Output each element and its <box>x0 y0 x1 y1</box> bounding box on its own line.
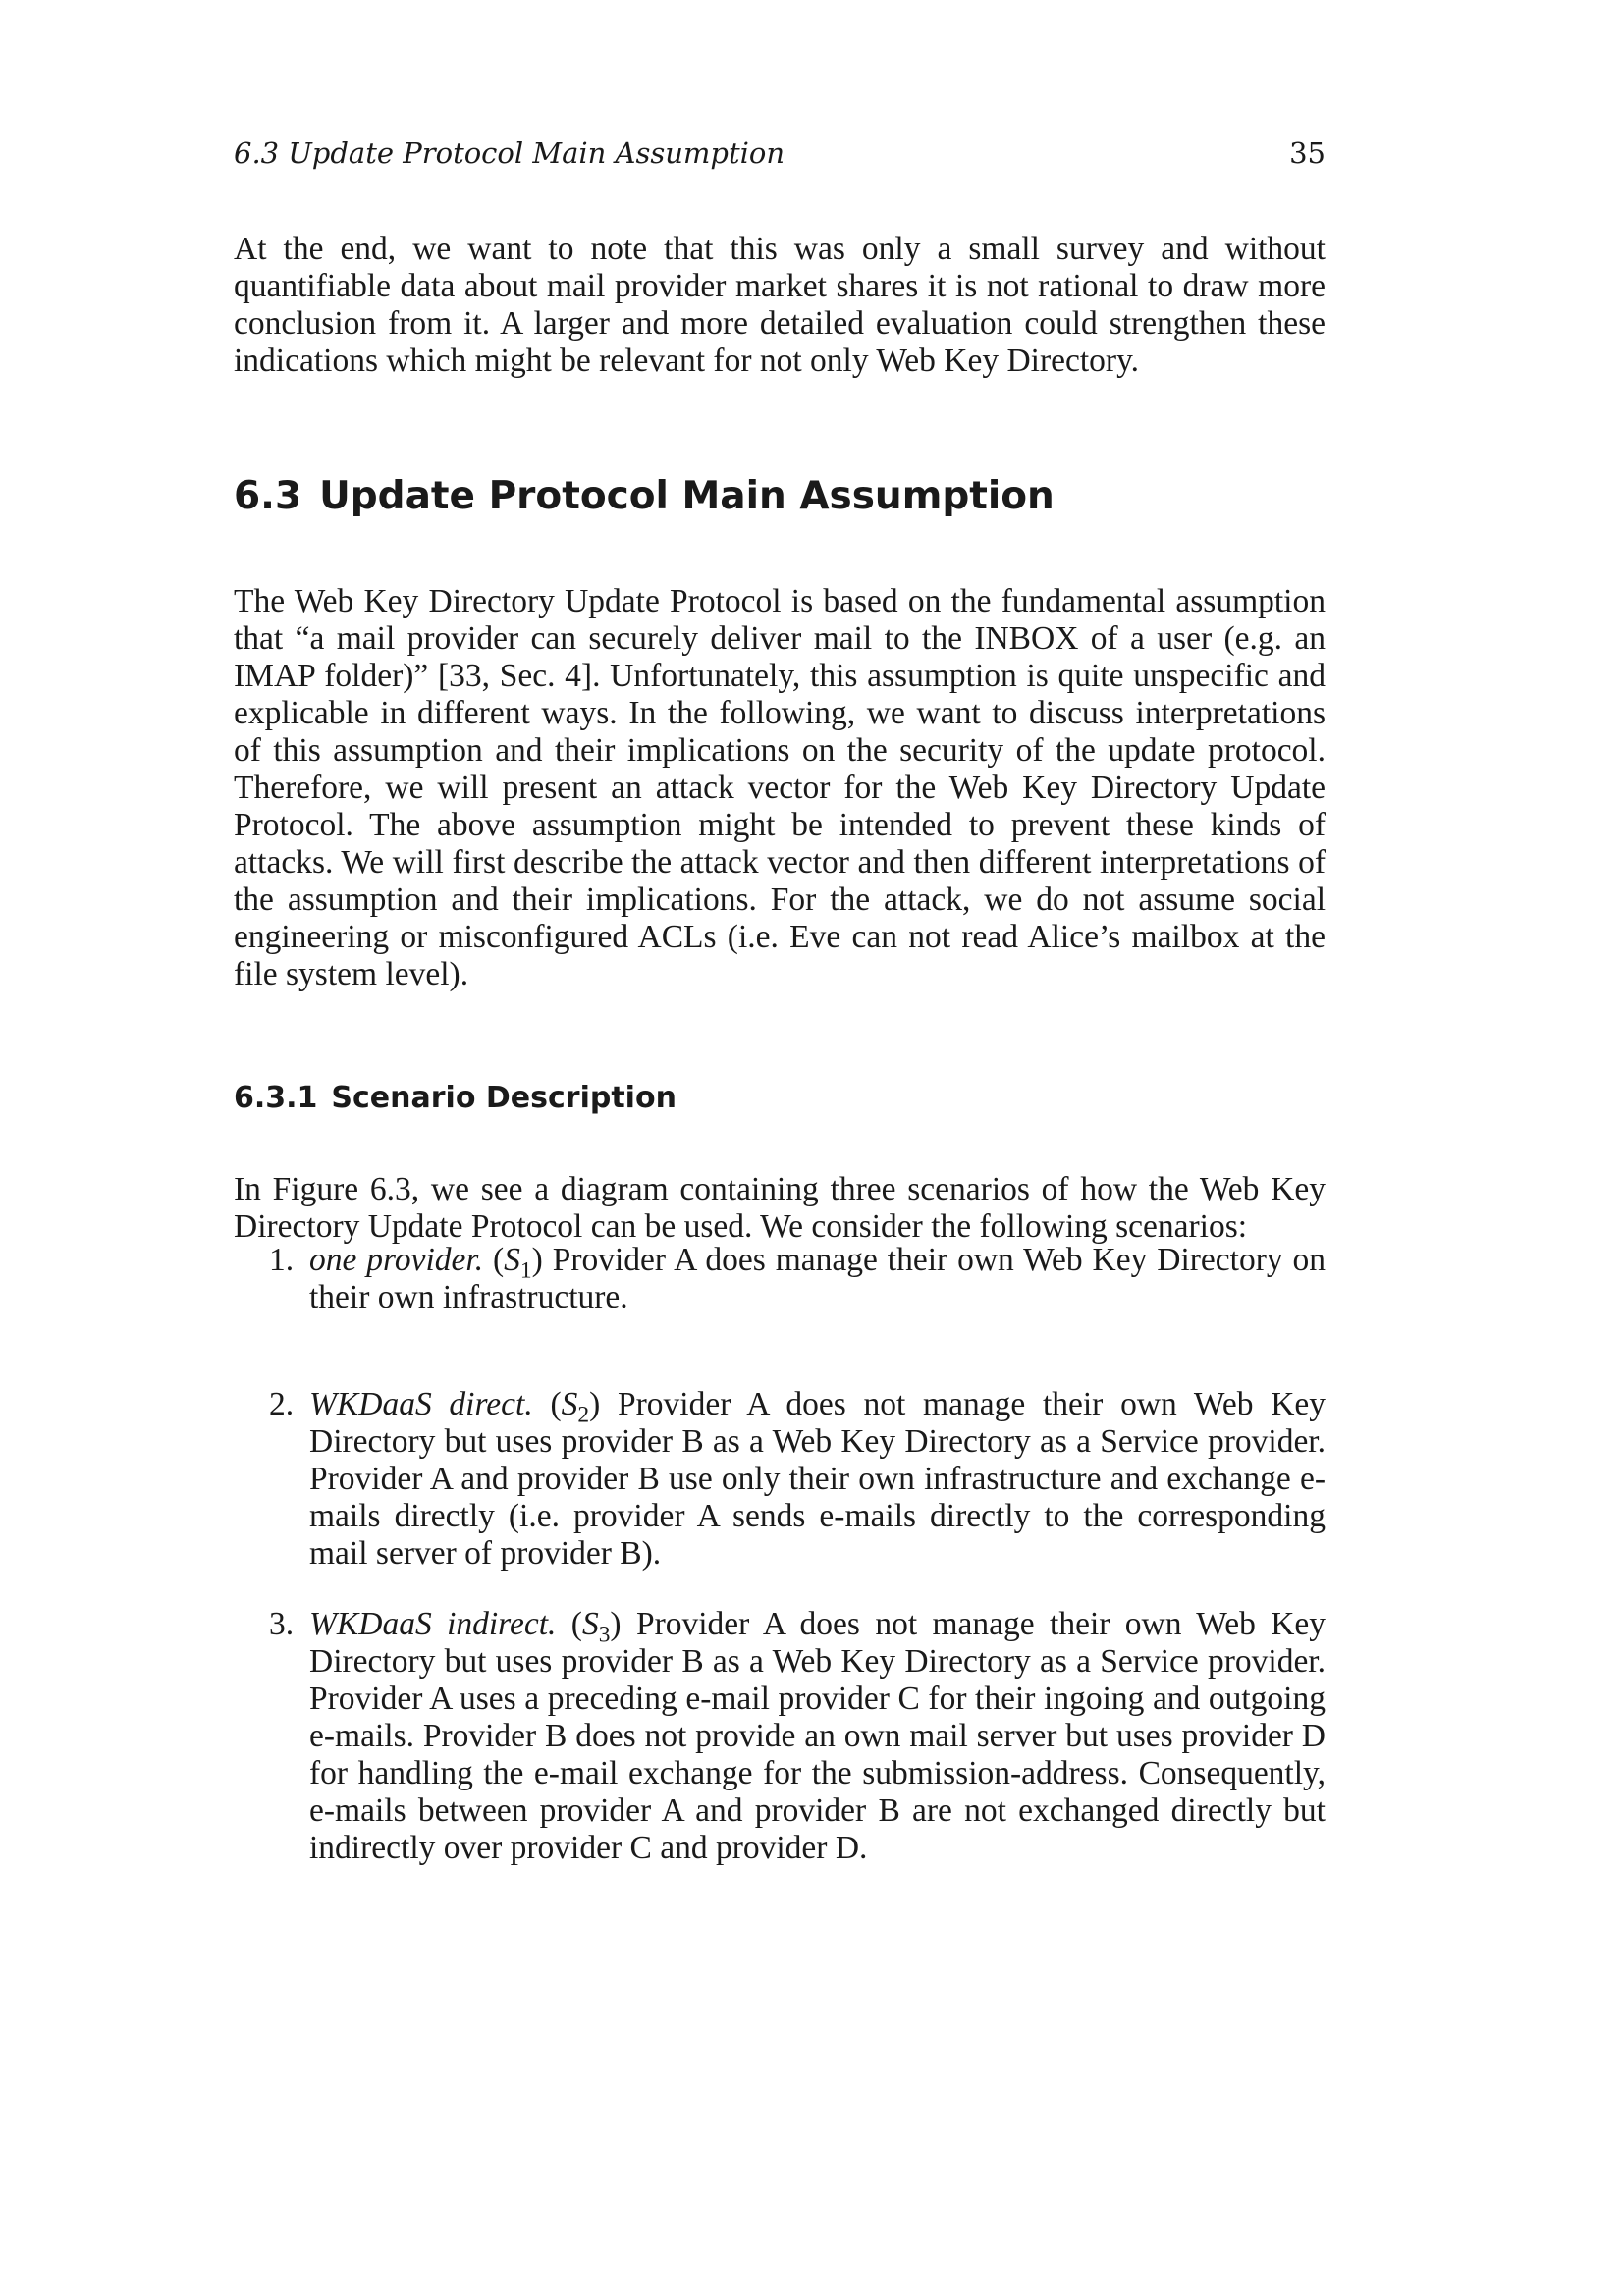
scenario-symbol: $S_3$ <box>581 1606 611 1648</box>
subsection-heading <box>234 1077 677 1120</box>
page-number: 35 <box>1289 136 1326 170</box>
list-item <box>234 1606 1326 1867</box>
list-marker: 2. <box>269 1386 295 1422</box>
list-item <box>234 1242 1326 1316</box>
section-heading <box>234 469 1055 524</box>
running-header <box>234 133 1326 173</box>
scenario-term: WKDaaS indirect. <box>309 1606 557 1642</box>
subsection-number: 6.3.1 <box>234 1081 318 1115</box>
list-item-content: one provider. $(S_1)$ Provider A does manage their own Web Key Directory on their own infrastructure. <box>309 1242 1326 1315</box>
list-item <box>234 1386 1326 1573</box>
intro-paragraph: At the end, we want to note that this was only a small survey and without quantifiable data about mail provider market shares it is not rational to draw more conclusion from it. A larger and more detailed evaluation could strengthen these indications which might be relevant for not only Web Key Directory. <box>234 231 1326 379</box>
scenario-symbol: $S_1$ <box>504 1242 532 1284</box>
scenario-text: Provider A does not manage their own Web Key Directory but uses provider B as a Web Key Directory as a Service provider. Provider A uses a preceding e-mail provider C for their ingoing and outgoing e-mails. Provider B does not provide an own mail server but uses provider D for handling the e-mail exchange for the submission-address. Consequently, e-mails between provider A and provider B are not exchanged directly but indirectly over provider C and provider D. <box>309 1606 1326 1866</box>
scenario-term: WKDaaS direct. <box>309 1386 533 1422</box>
section-title: Update Protocol Main Assumption <box>319 474 1055 518</box>
running-header-title: 6.3 Update Protocol Main Assumption <box>234 136 785 170</box>
section-number: 6.3 <box>234 474 302 518</box>
list-item-content: WKDaaS direct. $(S_2)$ Provider A does not manage their own Web Key Directory but uses provider B as a Web Key Directory as a Service provider. Provider A and provider B use only their own infrastructure and exchange e-mails directly (i.e. provider A sends e-mails directly to the corresponding mail server of provider B). <box>309 1386 1326 1572</box>
list-item-content: WKDaaS indirect. $(S_3)$ Provider A does not manage their own Web Key Directory but uses provider B as a Web Key Directory as a Service provider. Provider A uses a preceding e-mail provider C for their ingoing and outgoing e-mails. Provider B does not provide an own mail server but uses provider D for handling the e-mail exchange for the submission-address. Consequently, e-mails between provider A and provider B are not exchanged directly but indirectly over provider C and provider D. <box>309 1606 1326 1866</box>
section-paragraph: The Web Key Directory Update Protocol is based on the fundamental assumption that “a mail provider can securely deliver mail to the INBOX of a user (e.g. an IMAP folder)” [33, Sec. 4]. Unfortunately, this assumption is quite unspecific and explicable in different ways. In the following, we want to discuss interpretations of this assumption and their implications on the security of the update protocol. Therefore, we will present an attack vector for the Web Key Directory Update Protocol. The above assumption might be intended to prevent these kinds of attacks. We will first describe the attack vector and then different interpretations of the assumption and their implications. For the attack, we do not assume social engineering or misconfigured ACLs (i.e. Eve can not read Alice’s mailbox at the file system level). <box>234 583 1326 992</box>
list-marker: 3. <box>269 1606 295 1642</box>
scenario-term: one provider. <box>309 1242 484 1278</box>
scenario-text: Provider A does not manage their own Web Key Directory but uses provider B as a Web Key Directory as a Service provider. Provider A and provider B use only their own infrastructure and exchange e-mails directly (i.e. provider A sends e-mails directly to the corresponding mail server of provider B). <box>309 1386 1326 1572</box>
scenario-text: Provider A does manage their own Web Key Directory on their own infrastructure. <box>309 1242 1326 1315</box>
list-marker: 1. <box>269 1242 295 1278</box>
subsection-paragraph: In Figure 6.3, we see a diagram containing three scenarios of how the Web Key Directory Update Protocol can be used. We consider the following scenarios: <box>234 1171 1326 1245</box>
subsection-title: Scenario Description <box>331 1081 677 1115</box>
scenario-symbol: $S_2$ <box>561 1386 590 1428</box>
